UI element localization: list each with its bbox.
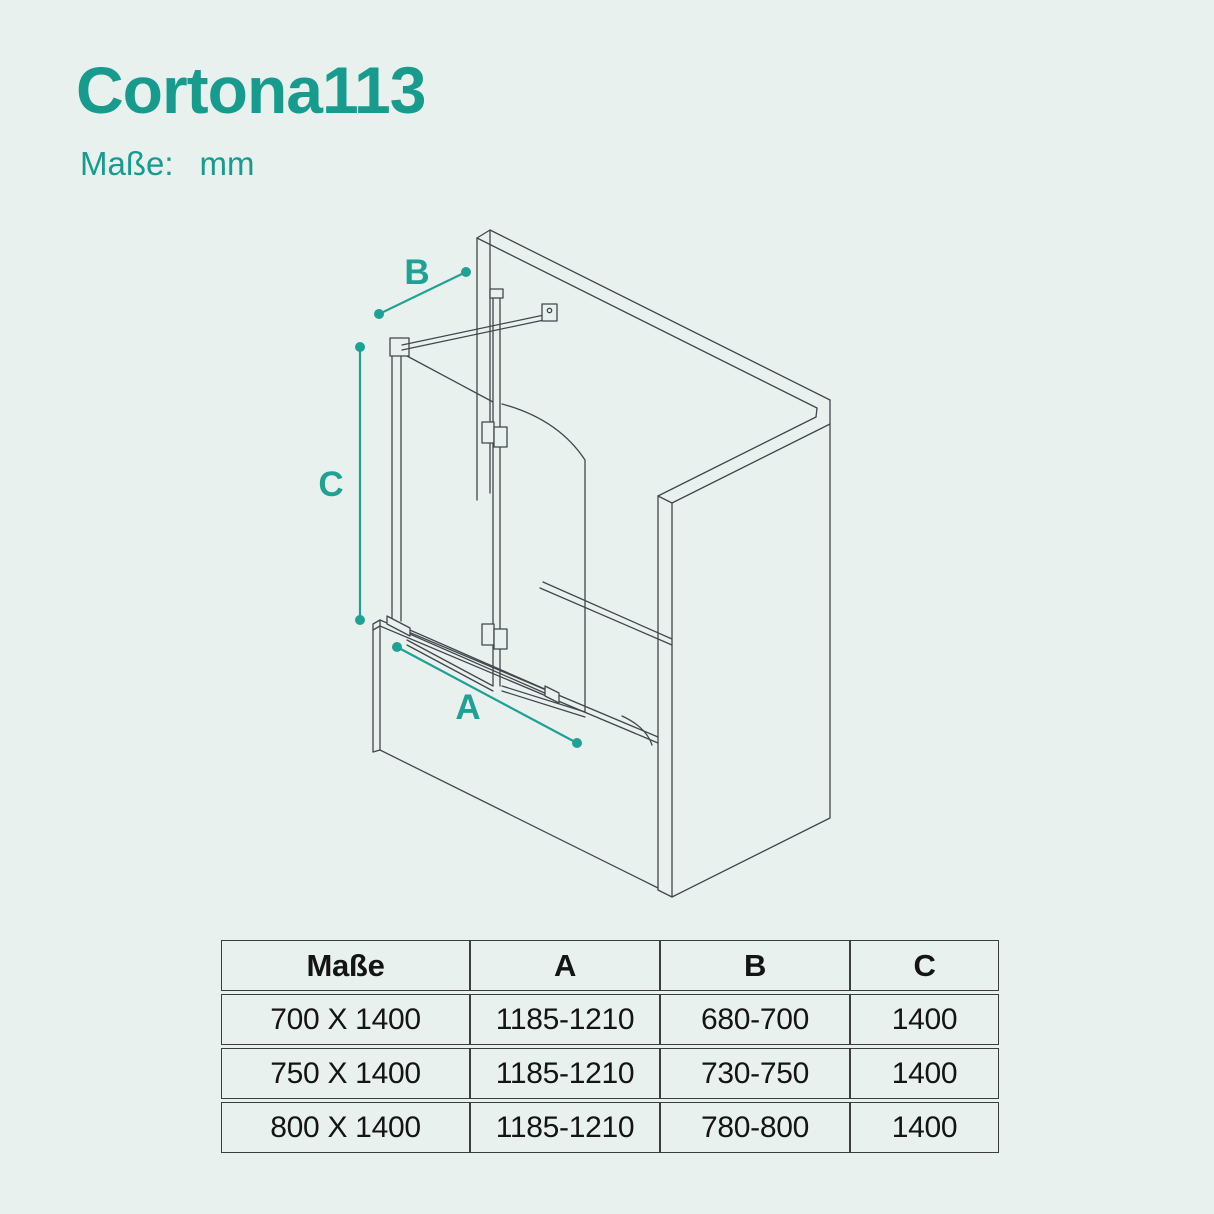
dimension-b [374, 253, 471, 319]
table-row [221, 994, 999, 1045]
cell-a: 1185-1210 [470, 1048, 660, 1099]
cell-size: 700 X 1400 [221, 994, 470, 1045]
cell-a: 1185-1210 [470, 994, 660, 1045]
cell-c: 1400 [850, 1048, 999, 1099]
tub-bowl-corner [622, 716, 652, 745]
cell-c: 1400 [850, 994, 999, 1045]
cell-a: 1185-1210 [470, 1102, 660, 1153]
folding-panel-bottom-edge [502, 686, 585, 712]
header-b: B [660, 940, 850, 991]
pivot-block [390, 338, 409, 356]
post-foot [387, 616, 410, 636]
subtitle-label: Maße: [80, 145, 174, 182]
tub-deck-edge [540, 588, 672, 645]
dimension-label-a: A [455, 688, 481, 727]
header-a: A [470, 940, 660, 991]
dimensions-table [221, 937, 999, 1156]
page-title: Cortona113 [76, 53, 426, 127]
wall-right [658, 417, 830, 897]
table-row [221, 1102, 999, 1153]
screen-track [403, 627, 547, 690]
support-bar [402, 315, 544, 345]
cell-c: 1400 [850, 1102, 999, 1153]
dimension-label-c: C [318, 465, 344, 504]
header-c: C [850, 940, 999, 991]
fixed-panel-top-edge [407, 356, 493, 402]
wall-back [477, 230, 830, 500]
cell-size: 750 X 1400 [221, 1048, 470, 1099]
folding-panel-curved-edge [502, 404, 585, 712]
table-header-row [221, 940, 999, 991]
table-row [221, 1048, 999, 1099]
cell-size: 800 X 1400 [221, 1102, 470, 1153]
upper-hinge [482, 422, 494, 443]
dimension-label-b: B [404, 253, 430, 292]
lower-hinge [482, 624, 494, 645]
cell-b: 730-750 [660, 1048, 850, 1099]
bathtub [373, 582, 672, 888]
cell-b: 680-700 [660, 994, 850, 1045]
hinge-profile-cap [490, 289, 503, 298]
cell-b: 780-800 [660, 1102, 850, 1153]
dimension-c [318, 342, 365, 625]
header-masse: Maße [221, 940, 470, 991]
shower-screen [387, 289, 585, 717]
subtitle-unit: mm [199, 145, 255, 182]
